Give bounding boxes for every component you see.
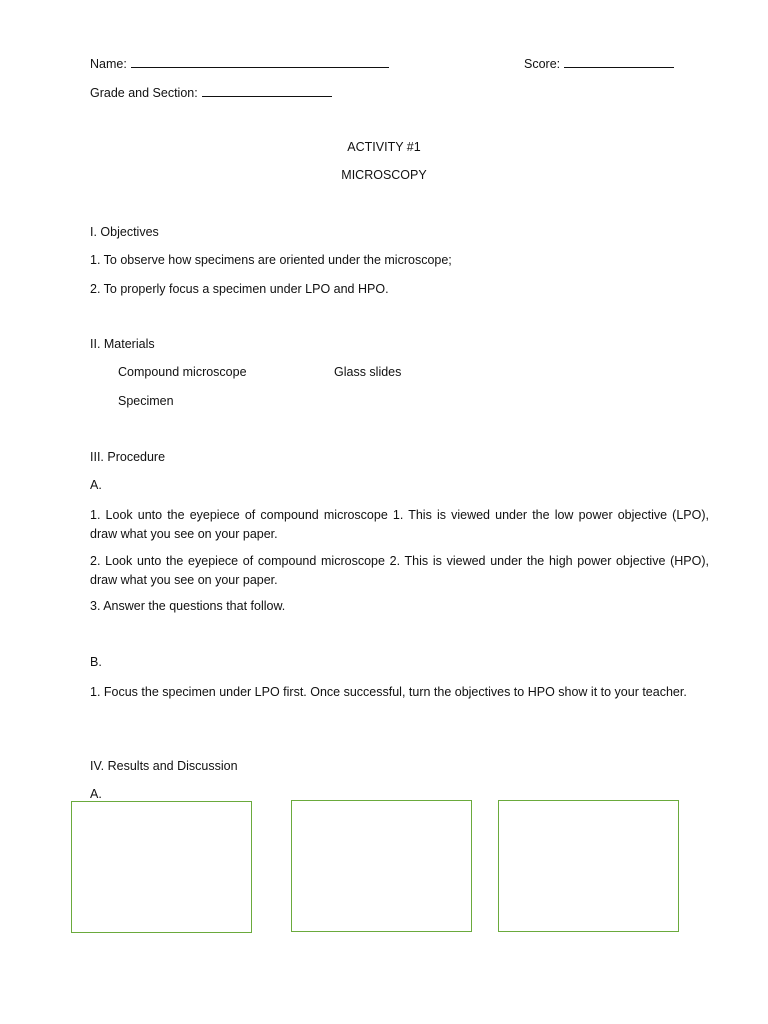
objective-item: 2. To properly focus a specimen under LPO and HPO.	[90, 282, 389, 296]
procedure-heading: III. Procedure	[90, 450, 166, 464]
results-part-a-label: A.	[90, 787, 102, 801]
procedure-step: 2. Look unto the eyepiece of compound microscope 2. This is viewed under the high power objective (HPO), draw what you see on your paper.	[90, 554, 709, 587]
materials-heading: II. Materials	[90, 337, 155, 351]
grade-section-blank-line[interactable]	[202, 84, 332, 97]
score-field-row	[524, 55, 674, 71]
procedure-part-b-label: B.	[90, 655, 102, 669]
procedure-part-a-label: A.	[90, 478, 102, 492]
objective-item: 1. To observe how specimens are oriented under the microscope;	[90, 253, 452, 267]
results-heading: IV. Results and Discussion	[90, 759, 238, 773]
procedure-step: 1. Look unto the eyepiece of compound microscope 1. This is viewed under the low power objective (LPO), draw what you see on your paper.	[90, 508, 709, 541]
procedure-step: 1. Focus the specimen under LPO first. Once successful, turn the objectives to HPO show it to your teacher.	[90, 685, 687, 699]
material-item: Specimen	[118, 394, 174, 408]
drawing-box-3[interactable]	[498, 800, 679, 932]
grade-section-label: Grade and Section:	[90, 86, 198, 100]
subject-title: MICROSCOPY	[341, 168, 427, 182]
drawing-box-2[interactable]	[291, 800, 472, 932]
name-field-row	[90, 55, 389, 71]
name-blank-line[interactable]	[131, 55, 389, 68]
score-blank-line[interactable]	[564, 55, 674, 68]
procedure-step: 3. Answer the questions that follow.	[90, 599, 286, 613]
activity-title: ACTIVITY #1	[347, 140, 421, 154]
score-label: Score:	[524, 57, 561, 71]
name-label: Name:	[90, 57, 127, 71]
drawing-box-1[interactable]	[71, 801, 252, 933]
objectives-heading: I. Objectives	[90, 225, 159, 239]
grade-field-row	[90, 84, 332, 100]
material-item: Glass slides	[334, 365, 402, 379]
material-item: Compound microscope	[118, 365, 247, 379]
